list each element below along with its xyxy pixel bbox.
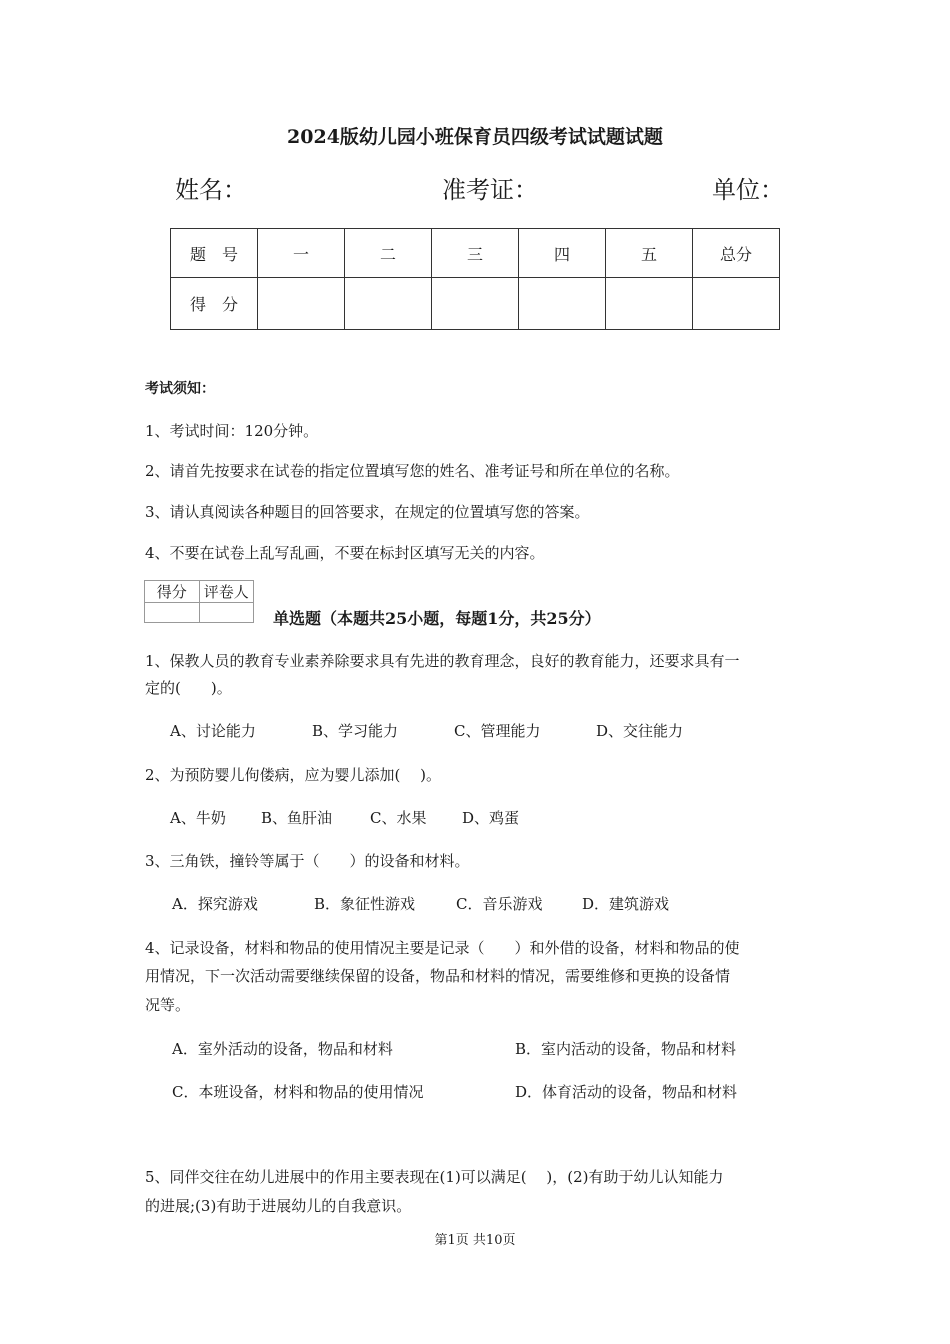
notice-heading: 考试须知：	[145, 381, 215, 397]
score-cell-4: 四	[519, 229, 606, 278]
grader-name-label: 评卷人	[199, 581, 254, 603]
question-text: 5、同伴交往在幼儿进展中的作用主要表现在(1)可以满足( )，(2)有助于幼儿认知能力	[145, 1168, 724, 1186]
option-b[interactable]: B．室内活动的设备，物品和材料	[515, 1040, 737, 1058]
question-text: 4、记录设备，材料和物品的使用情况主要是记录（ ）和外借的设备，材料和物品的使	[145, 939, 740, 957]
option-c[interactable]: C、管理能力	[454, 722, 541, 740]
score-cell-1: 一	[258, 229, 345, 278]
question-text: 定的( )。	[145, 679, 232, 697]
option-c[interactable]: C、水果	[370, 809, 427, 827]
score-cell-label: 题 号	[171, 229, 258, 278]
option-b[interactable]: B、鱼肝油	[261, 809, 333, 827]
score-input-total[interactable]	[693, 278, 780, 330]
option-c[interactable]: C．本班设备，材料和物品的使用情况	[172, 1083, 424, 1101]
score-input-1[interactable]	[258, 278, 345, 330]
grader-table	[144, 580, 254, 623]
score-table	[170, 228, 780, 330]
notice-item: 2、请首先按要求在试卷的指定位置填写您的姓名、准考证号和所在单位的名称。	[145, 462, 680, 480]
grader-score-input[interactable]	[145, 603, 200, 623]
section-title: 单选题（本题共25小题，每题1分，共25分）	[273, 609, 601, 628]
score-table-score-row	[171, 278, 780, 330]
score-input-5[interactable]	[606, 278, 693, 330]
question-text: 2、为预防婴儿佝偻病，应为婴儿添加( )。	[145, 766, 442, 784]
grader-score-label: 得分	[145, 581, 200, 603]
unit-label: 单位：	[712, 176, 784, 204]
option-b[interactable]: B、学习能力	[312, 722, 399, 740]
option-d[interactable]: D、鸡蛋	[462, 809, 520, 827]
option-b[interactable]: B．象征性游戏	[314, 895, 416, 913]
score-cell-total: 总分	[693, 229, 780, 278]
question-text: 况等。	[145, 996, 191, 1014]
question-text: 用情况，下一次活动需要继续保留的设备，物品和材料的情况，需要维修和更换的设备情	[145, 967, 731, 985]
grader-name-input[interactable]	[199, 603, 254, 623]
option-a[interactable]: A、牛奶	[170, 809, 226, 827]
score-table-header-row	[171, 229, 780, 278]
option-d[interactable]: D．建筑游戏	[582, 895, 670, 913]
score-cell-5: 五	[606, 229, 693, 278]
notice-item: 1、考试时间：120分钟。	[145, 422, 319, 440]
page-title: 2024版幼儿园小班保育员四级考试试题试题	[287, 126, 663, 148]
option-c[interactable]: C．音乐游戏	[456, 895, 543, 913]
notice-item: 4、不要在试卷上乱写乱画，不要在标封区填写无关的内容。	[145, 544, 545, 562]
score-row-label: 得 分	[171, 278, 258, 330]
score-input-2[interactable]	[345, 278, 432, 330]
option-a[interactable]: A．探究游戏	[172, 895, 258, 913]
option-d[interactable]: D．体育活动的设备，物品和材料	[515, 1083, 738, 1101]
page-footer: 第1页 共10页	[434, 1233, 516, 1248]
score-input-3[interactable]	[432, 278, 519, 330]
score-input-4[interactable]	[519, 278, 606, 330]
option-a[interactable]: A、讨论能力	[170, 722, 256, 740]
score-cell-2: 二	[345, 229, 432, 278]
question-text: 的进展;(3)有助于进展幼儿的自我意识。	[145, 1197, 412, 1215]
notice-item: 3、请认真阅读各种题目的回答要求，在规定的位置填写您的答案。	[145, 503, 590, 521]
question-text: 1、保教人员的教育专业素养除要求具有先进的教育理念，良好的教育能力，还要求具有一	[145, 652, 740, 670]
exam-number-label: 准考证：	[442, 176, 538, 204]
question-text: 3、三角铁，撞铃等属于（ ）的设备和材料。	[145, 852, 470, 870]
score-cell-3: 三	[432, 229, 519, 278]
option-d[interactable]: D、交往能力	[596, 722, 684, 740]
name-label: 姓名：	[175, 176, 247, 204]
option-a[interactable]: A．室外活动的设备，物品和材料	[172, 1040, 393, 1058]
